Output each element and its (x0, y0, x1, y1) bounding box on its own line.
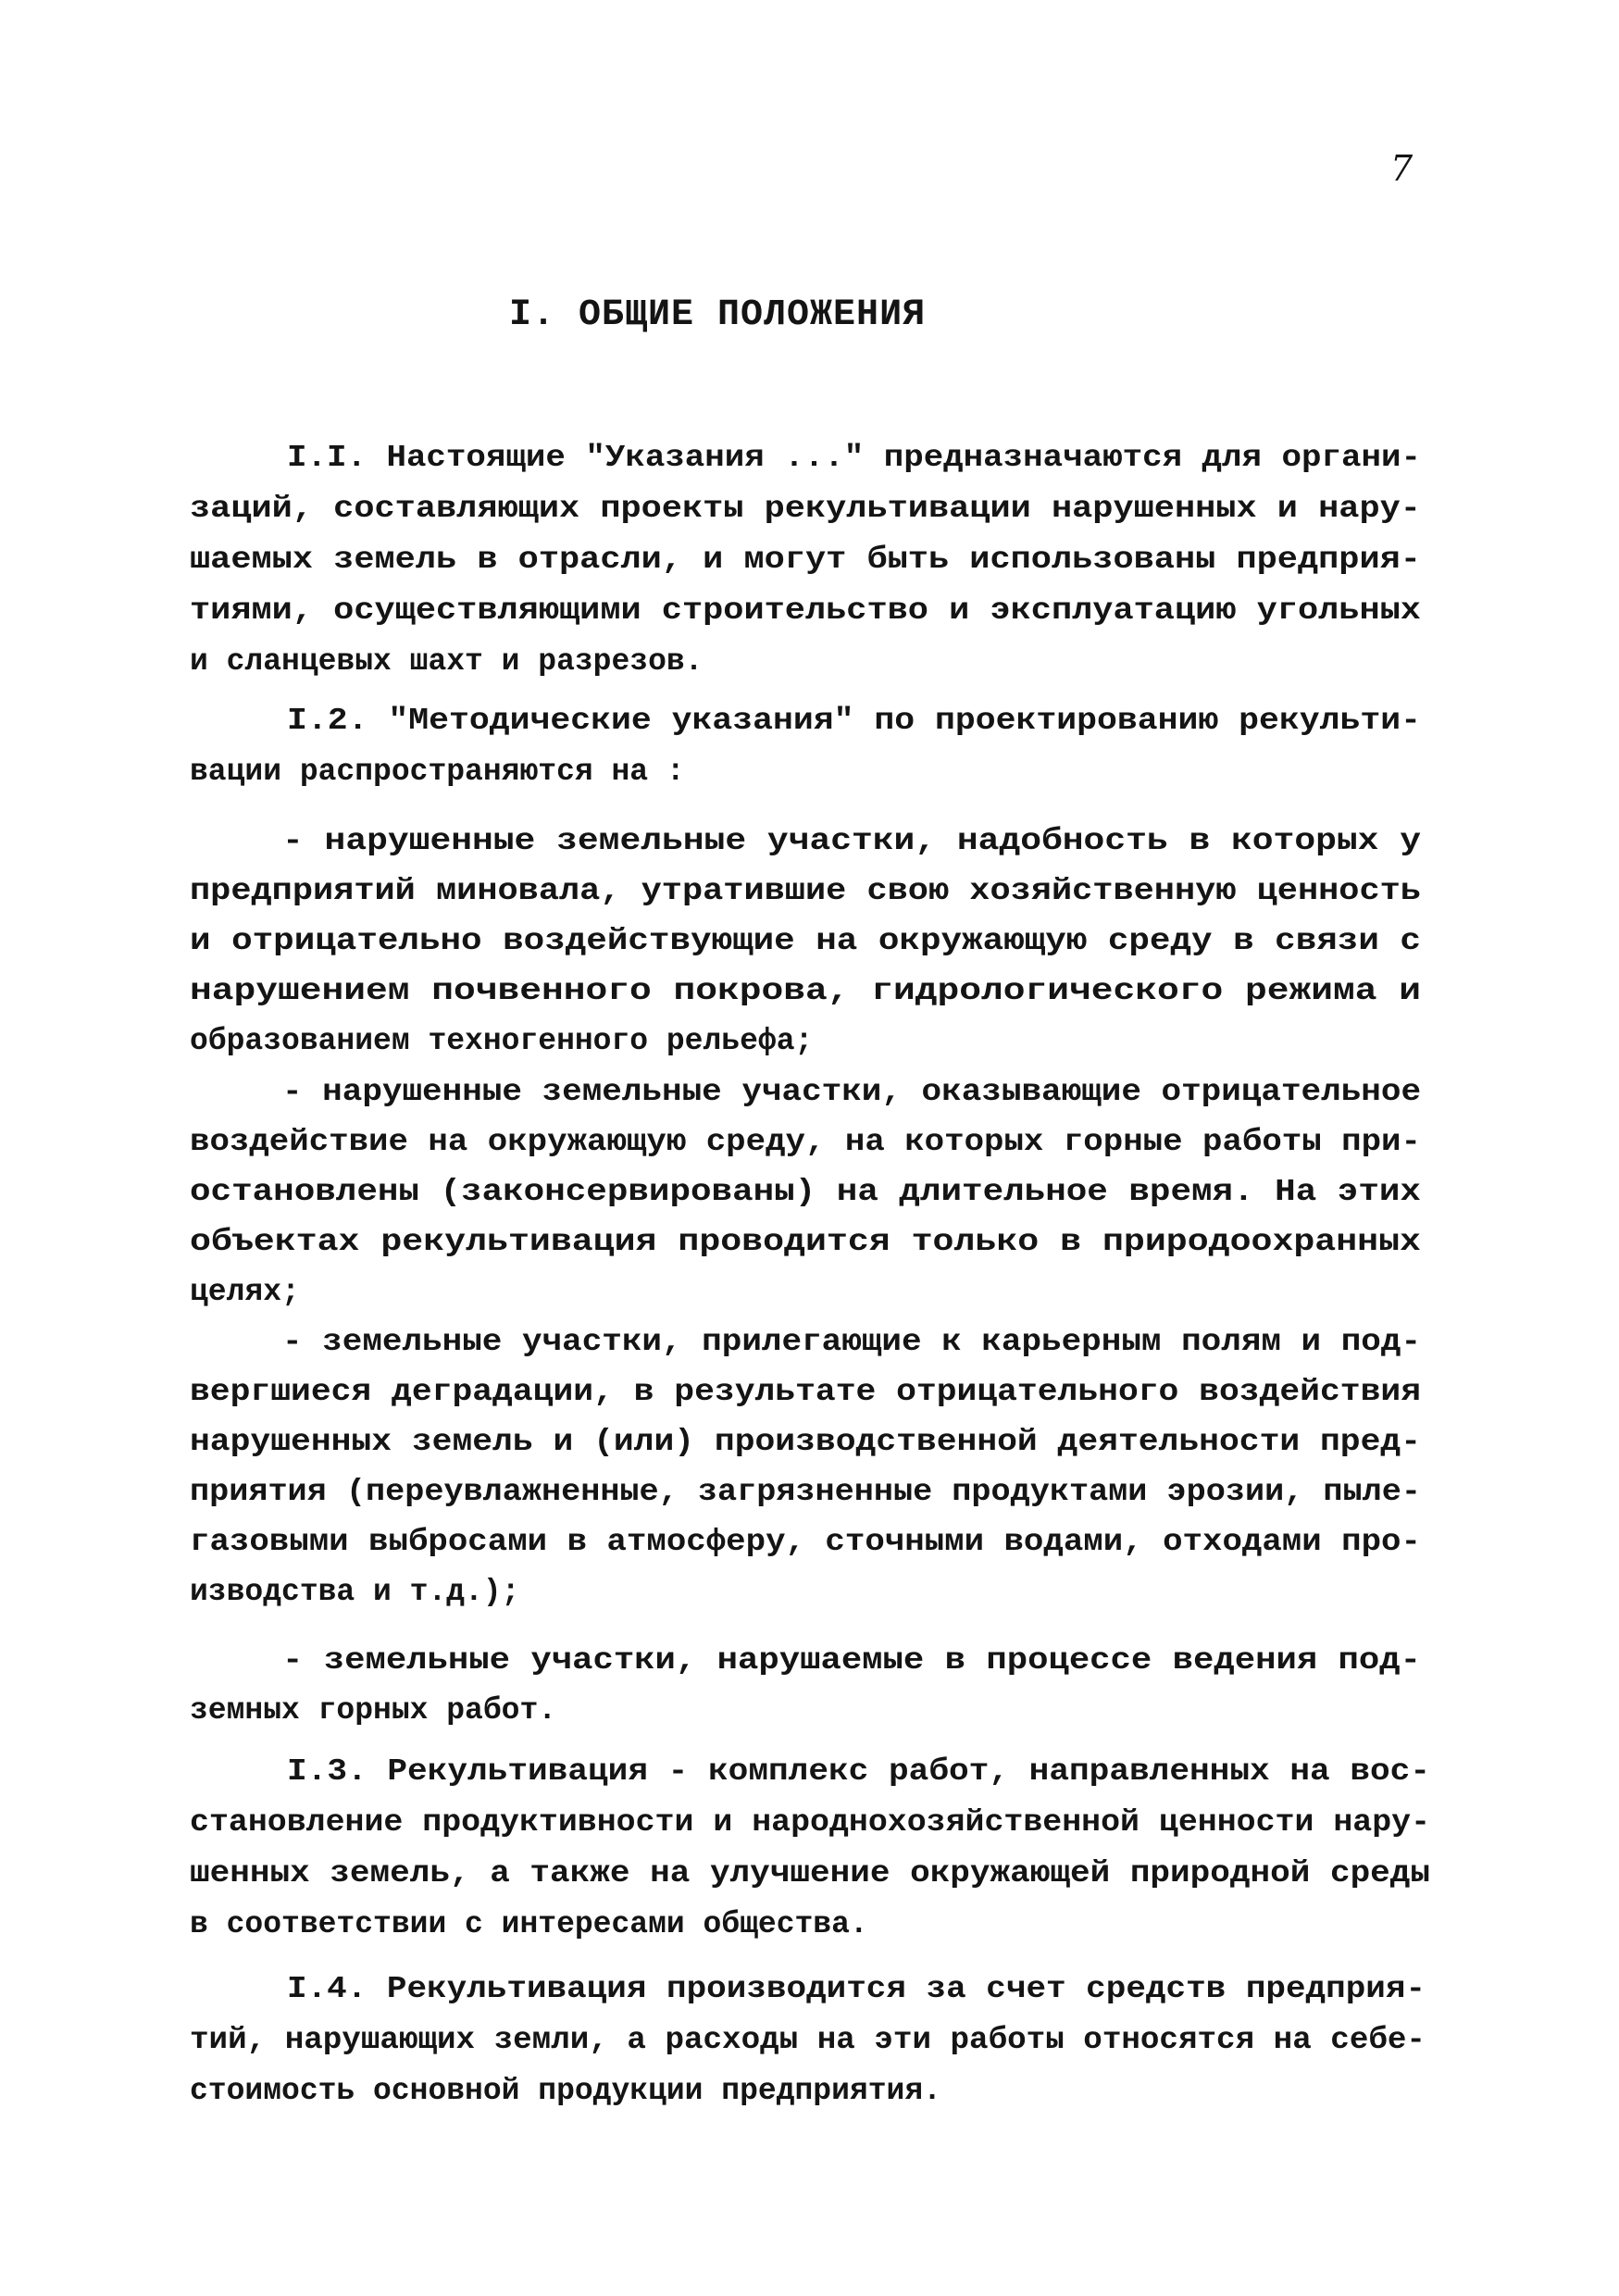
text-line: в соответствии с интересами общества. (190, 1907, 868, 1941)
text-line: целях; (190, 1275, 300, 1309)
text-line: вергшиеся деградации, в результате отрицательного воздействия (190, 1375, 1422, 1409)
text-line: становление продуктивности и народнохозяйственной ценности нару- (190, 1805, 1431, 1840)
text-line: воздействие на окружающую среду, на которых горные работы при- (190, 1125, 1421, 1159)
text-line: - нарушенные земельные участки, оказывающие отрицательное (282, 1075, 1422, 1109)
text-line: объектах рекультивация проводится только в природоохранных (190, 1225, 1421, 1259)
text-line: стоимость основной продукции предприятия. (190, 2074, 941, 2108)
text-line: - земельные участки, прилегающие к карьерным полям и под- (282, 1325, 1422, 1359)
text-line: земных горных работ. (190, 1693, 557, 1728)
text-line: приятия (переувлажненные, загрязненные продуктами эрозии, пыле- (190, 1475, 1421, 1509)
page-number: 7 (1390, 148, 1414, 189)
text-line: тиями, осуществляющими строительство и эксплуатацию угольных (190, 593, 1421, 628)
text-line: тий, нарушающих земли, а расходы на эти работы относятся на себе- (190, 2023, 1426, 2057)
text-line: I.I. Настоящие "Указания ..." предназначаются для органи- (287, 441, 1421, 475)
text-line: и отрицательно воздействующие на окружающую среду в связи с (190, 924, 1421, 958)
text-line: I.2. "Методические указания" по проектированию рекульти- (287, 704, 1421, 738)
text-line: нарушением почвенного покрова, гидрологического режима и (190, 974, 1422, 1008)
text-line: - земельные участки, нарушаемые в процессе ведения под- (282, 1643, 1422, 1678)
text-line: I.4. Рекультивация производится за счет средств предприя- (287, 1972, 1426, 2006)
text-line: и сланцевых шахт и разрезов. (190, 644, 704, 679)
text-line: шаемых земель в отрасли, и могут быть использованы предприя- (190, 543, 1421, 577)
text-line: заций, составляющих проекты рекультивации нарушенных и нару- (190, 492, 1421, 526)
text-line: изводства и т.д.); (190, 1575, 520, 1609)
text-line: - нарушенные земельные участки, надобность в которых у (282, 824, 1421, 858)
text-line: газовыми выбросами в атмосферу, сточными водами, отходами про- (190, 1525, 1421, 1559)
text-line: образованием техногенного рельефа; (190, 1024, 814, 1058)
text-line: I.3. Рекультивация - комплекс работ, направленных на вос- (287, 1754, 1431, 1789)
text-line: вации распространяются на : (190, 755, 685, 789)
text-line: нарушенных земель и (или) производственной деятельности пред- (190, 1425, 1422, 1459)
text-line: предприятий миновала, утратившие свою хозяйственную ценность (190, 874, 1421, 908)
section-heading: I. ОБЩИЕ ПОЛОЖЕНИЯ (509, 294, 927, 336)
text-line: шенных земель, а также на улучшение окружающей природной среды (190, 1856, 1431, 1890)
text-line: остановлены (законсервированы) на длительное время. На этих (190, 1175, 1421, 1209)
